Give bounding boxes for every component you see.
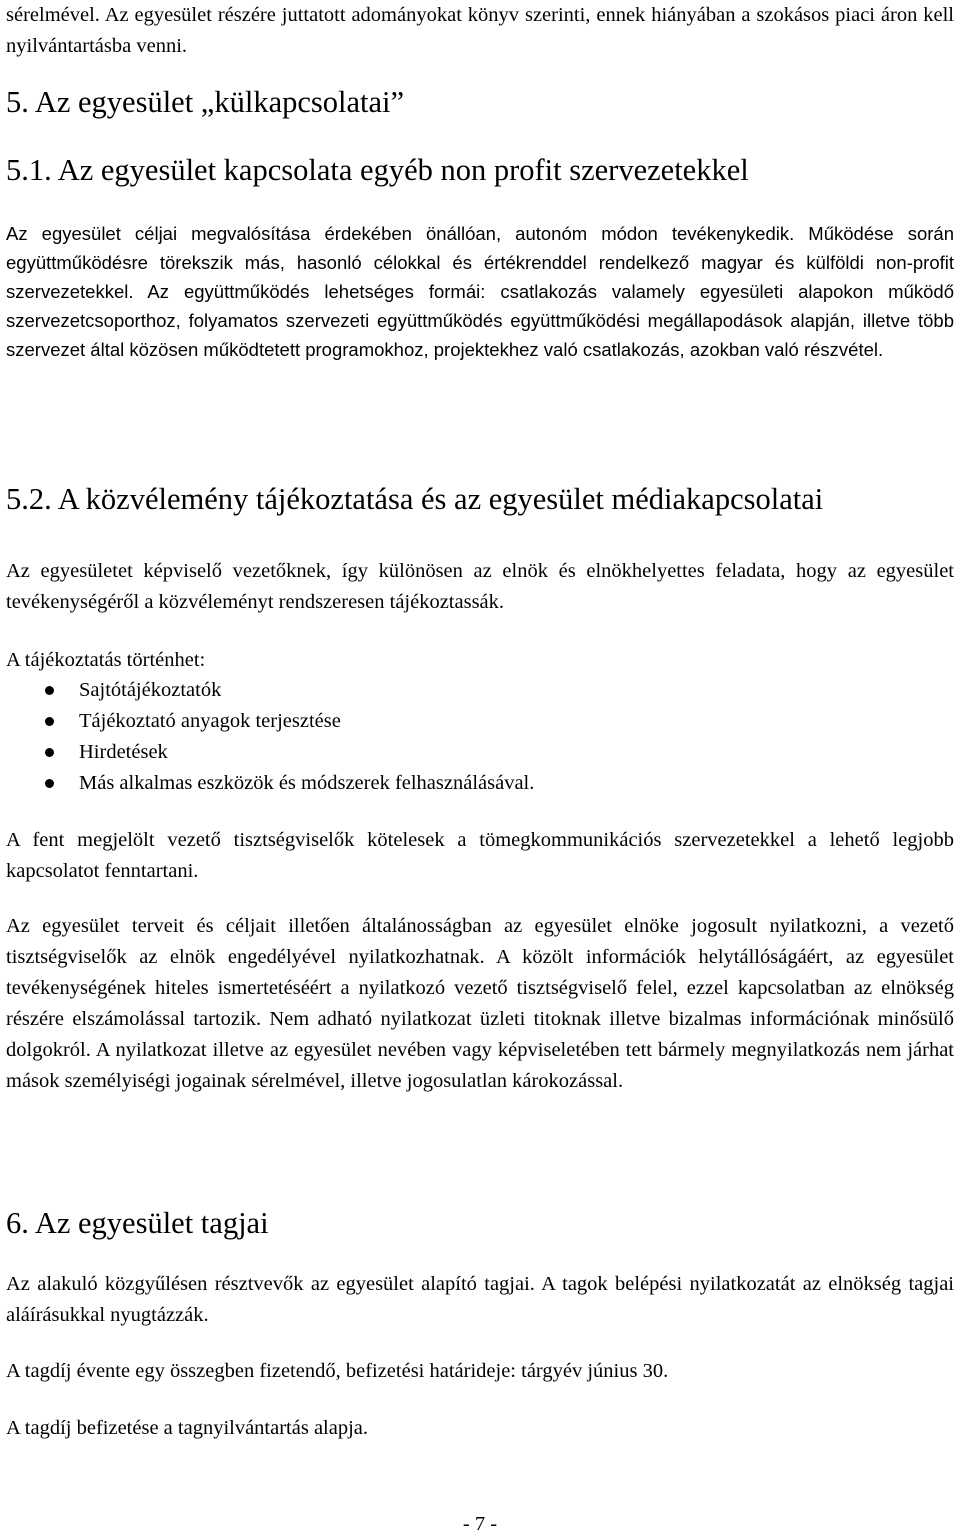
bullet-icon xyxy=(45,748,54,757)
section-heading-5-1: 5.1. Az egyesület kapcsolata egyéb non profit szervezetekkel xyxy=(6,153,749,187)
section-heading-6: 6. Az egyesület tagjai xyxy=(6,1206,269,1240)
bullet-icon xyxy=(45,686,54,695)
list-item: Tájékoztató anyagok terjesztése xyxy=(6,706,954,737)
paragraph-6-c: A tagdíj befizetése a tagnyilvántartás alapja. xyxy=(6,1417,369,1439)
list-item: Sajtótájékoztatók xyxy=(6,675,954,706)
paragraph-5-2-d: Az egyesület terveit és céljait illetően általánosságban az egyesület elnöke jogosult nyilatkozni, a vezető tisztségviselők az elnök engedélyével nyilatkozhatnak. A közölt információk helytállóságáért, az egyesület tevékenységének hiteles ismertetéséért a nyilatkozó vezető tisztségviselő felel, ezzel kapcsolatban az elnökség részére elszámolással tartozik. Nem adható nyilatkozat üzleti titoknak illetve bizalmas információnak minősülő dolgokról. A nyilatkozat illetve az egyesület nevében vagy képviseletében tett bármely megnyilatkozás nem járhat mások személyiségi jogainak sérelmével, illetve jogosulatlan károkozással. xyxy=(6,915,954,1092)
paragraph-5-2-c: A fent megjelölt vezető tisztségviselők kötelesek a tömegkommunikációs szervezetekkel a lehető legjobb kapcsolatot fenntartani. xyxy=(6,829,954,882)
section-heading-5: 5. Az egyesület „külkapcsolatai” xyxy=(6,85,405,119)
paragraph-6-b: A tagdíj évente egy összegben fizetendő, befizetési határideje: tárgyév június 30. xyxy=(6,1360,669,1382)
bullet-icon xyxy=(45,717,54,726)
list-item: Más alkalmas eszközök és módszerek felhasználásával. xyxy=(6,768,954,799)
bullet-icon xyxy=(45,779,54,788)
section-heading-5-2: 5.2. A közvélemény tájékoztatása és az egyesület médiakapcsolatai xyxy=(6,482,824,516)
page-number: - 7 - xyxy=(462,1513,498,1535)
list-item: Hirdetések xyxy=(6,737,954,768)
bullet-list xyxy=(6,675,954,799)
intro-paragraph: sérelmével. Az egyesület részére juttatott adományokat könyv szerinti, ennek hiányában a szokásos piaci áron kell nyilvántartásba venni. xyxy=(6,4,954,57)
paragraph-5-2-a: Az egyesületet képviselő vezetőknek, így különösen az elnök és elnökhelyettes feladata, hogy az egyesület tevékenységéről a közvéleményt rendszeresen tájékoztassák. xyxy=(6,560,954,613)
paragraph-5-2-b: A tájékoztatás történhet: xyxy=(6,649,206,671)
paragraph-6-a: Az alakuló közgyűlésen résztvevők az egyesület alapító tagjai. A tagok belépési nyilatkozatát az elnökség tagjai aláírásukkal nyugtázzák. xyxy=(6,1273,954,1326)
paragraph-5-1: Az egyesület céljai megvalósítása érdekében önállóan, autonóm módon tevékenykedik. Működése során együttműködésre törekszik más, hasonló célokkal és értékrenddel rendelkező magyar és külföldi non-profit szervezetekkel. Az együttműködés lehetséges formái: csatlakozás valamely egyesületi alapokon működő szervezetcsoporthoz, folyamatos szervezeti együttműködés együttműködési megállapodások alapján, illetve több szervezet által közösen működtetett programokhoz, projektekhez való csatlakozás, azokban való részvétel. xyxy=(6,223,954,360)
